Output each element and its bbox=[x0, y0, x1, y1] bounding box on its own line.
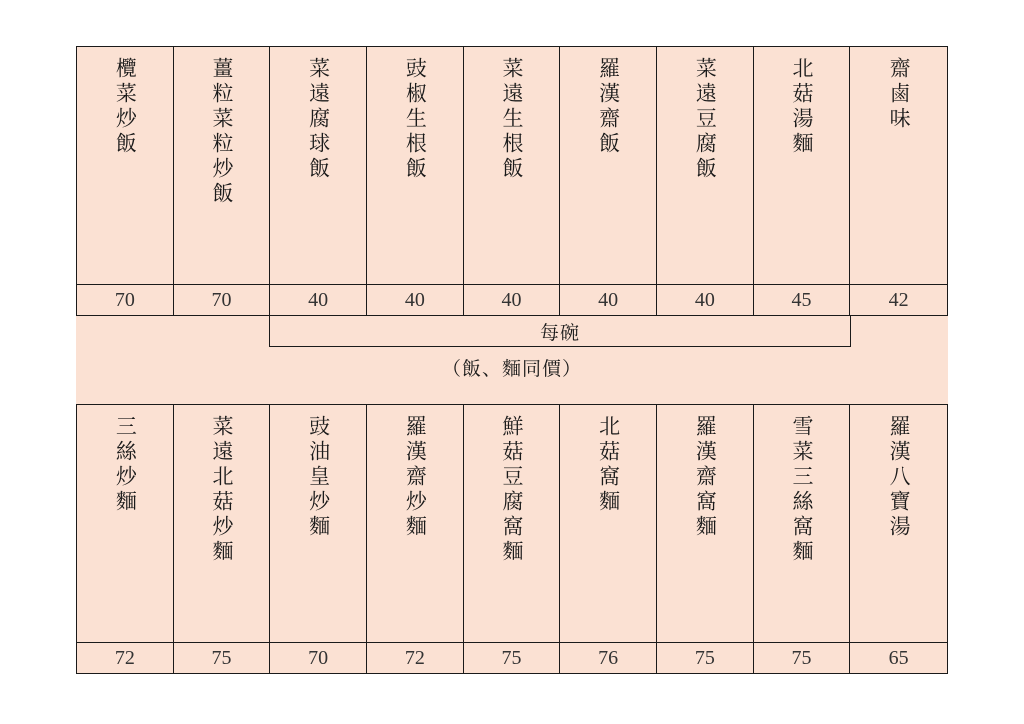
menu-item bbox=[754, 47, 851, 315]
menu-item bbox=[77, 47, 174, 315]
menu-item bbox=[174, 405, 271, 673]
menu-item bbox=[850, 405, 947, 673]
menu-item bbox=[77, 405, 174, 673]
per-bowl-label: 每碗 bbox=[539, 321, 580, 344]
item-price: 40 bbox=[404, 288, 425, 311]
item-name: 雪菜三絲窩麵 bbox=[789, 415, 814, 565]
same-price-note: （飯、麵同價） bbox=[441, 358, 582, 380]
menu-grid-top bbox=[76, 46, 948, 316]
item-name: 羅漢齋窩麵 bbox=[693, 415, 718, 540]
menu-item bbox=[270, 405, 367, 673]
menu-item bbox=[464, 405, 561, 673]
menu-item bbox=[560, 47, 657, 315]
item-price: 40 bbox=[694, 288, 715, 311]
item-price: 40 bbox=[598, 288, 619, 311]
item-price: 75 bbox=[791, 646, 812, 669]
item-price: 65 bbox=[888, 646, 909, 669]
item-name: 菜遠腐球飯 bbox=[306, 57, 331, 182]
item-name: 薑粒菜粒炒飯 bbox=[209, 57, 234, 207]
item-price: 40 bbox=[501, 288, 522, 311]
menu-item bbox=[367, 405, 464, 673]
item-name: 齋鹵味 bbox=[887, 57, 912, 132]
item-price: 76 bbox=[598, 646, 619, 669]
item-name: 菜遠生根飯 bbox=[499, 57, 524, 182]
item-price: 70 bbox=[114, 288, 135, 311]
item-price: 75 bbox=[501, 646, 522, 669]
menu-item bbox=[657, 47, 754, 315]
menu-item bbox=[367, 47, 464, 315]
item-name: 北菇窩麵 bbox=[596, 415, 621, 515]
item-price: 72 bbox=[404, 646, 425, 669]
item-name: 羅漢齋炒麵 bbox=[403, 415, 428, 540]
item-price: 70 bbox=[308, 646, 329, 669]
per-bowl-bracket bbox=[269, 316, 851, 347]
menu-item bbox=[270, 47, 367, 315]
menu-item bbox=[560, 405, 657, 673]
item-price: 42 bbox=[888, 288, 909, 311]
item-name: 豉椒生根飯 bbox=[403, 57, 428, 182]
item-price: 70 bbox=[211, 288, 232, 311]
menu-item bbox=[754, 405, 851, 673]
item-name: 菜遠北菇炒麵 bbox=[209, 415, 234, 565]
item-name: 欖菜炒飯 bbox=[113, 57, 138, 157]
item-name: 三絲炒麵 bbox=[113, 415, 138, 515]
item-name: 羅漢八寶湯 bbox=[887, 415, 912, 540]
item-name: 北菇湯麵 bbox=[789, 57, 814, 157]
item-price: 75 bbox=[211, 646, 232, 669]
menu-item bbox=[850, 47, 947, 315]
item-name: 豉油皇炒麵 bbox=[306, 415, 331, 540]
menu-board bbox=[76, 46, 948, 674]
menu-item bbox=[464, 47, 561, 315]
item-price: 72 bbox=[114, 646, 135, 669]
item-price: 75 bbox=[694, 646, 715, 669]
item-name: 菜遠豆腐飯 bbox=[693, 57, 718, 182]
item-name: 鮮菇豆腐窩麵 bbox=[499, 415, 524, 565]
menu-item bbox=[657, 405, 754, 673]
menu-grid-bottom bbox=[76, 404, 948, 674]
item-name: 羅漢齋飯 bbox=[596, 57, 621, 157]
item-price: 45 bbox=[791, 288, 812, 311]
menu-item bbox=[174, 47, 271, 315]
item-price: 40 bbox=[308, 288, 329, 311]
